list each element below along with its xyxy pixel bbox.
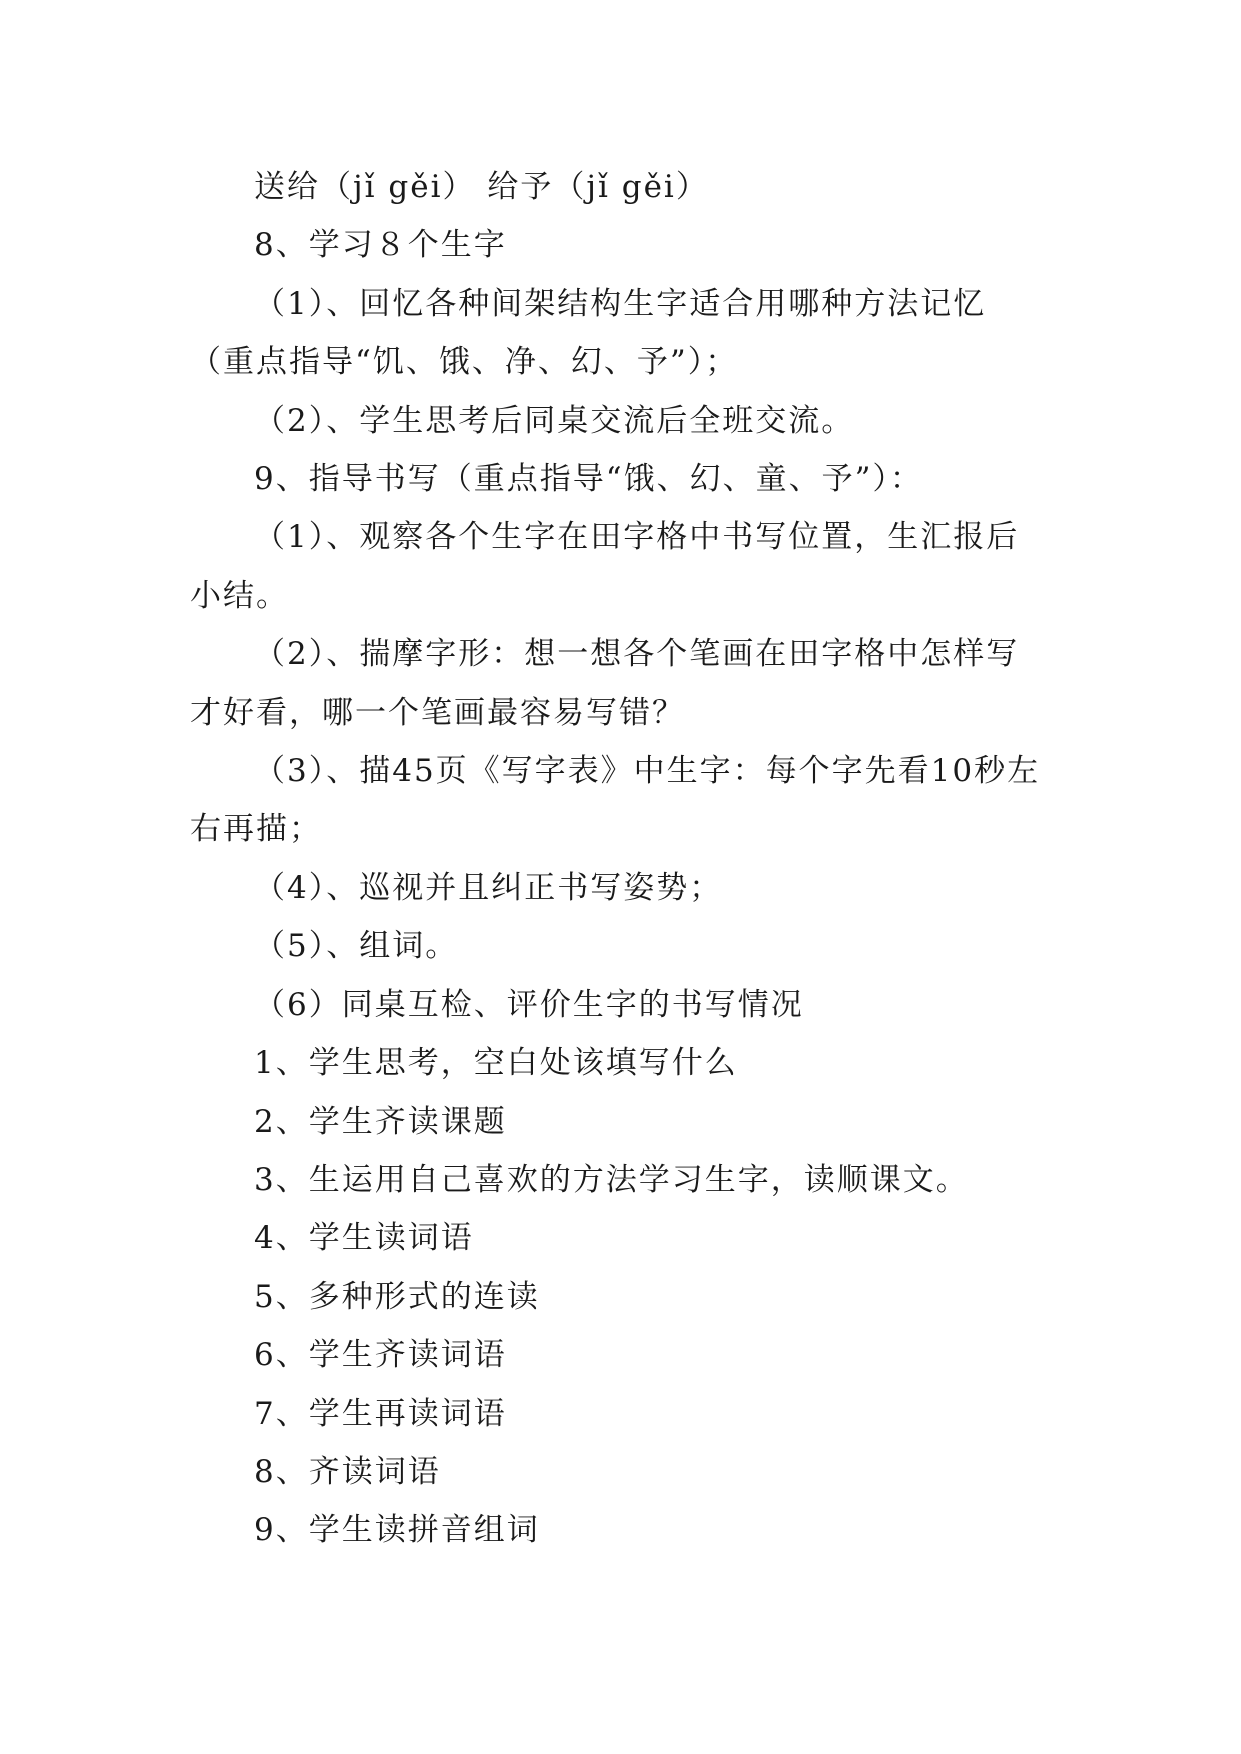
paragraph-step-9-1: （1）、观察各个生字在田字格中书写位置，生汇报后小结。 <box>190 519 1020 614</box>
paragraph-student-1: 1、学生思考，空白处该填写什么 <box>254 1045 738 1082</box>
paragraph-step-8: 8、学习８个生字 <box>254 227 507 264</box>
paragraph-student-9: 9、学生读拼音组词 <box>254 1512 540 1549</box>
paragraph-student-3: 3、生运用自己喜欢的方法学习生字，读顺课文。 <box>254 1161 969 1198</box>
paragraph-step-8-1: （1）、回忆各种间架结构生字适合用哪种方法记忆（重点指导“饥、饿、净、幻、予”）； <box>190 285 987 381</box>
paragraph-step-9-2: （2）、揣摩字形：想一想各个笔画在田字格中怎样写才好看，哪一个笔画最容易写错？ <box>190 636 1020 731</box>
paragraph-student-4: 4、学生读词语 <box>254 1220 474 1257</box>
paragraph-step-9-5: （5）、组词。 <box>254 928 459 965</box>
paragraph-student-2: 2、学生齐读课题 <box>254 1103 507 1140</box>
paragraph-step-9-3: （3）、描45页《写字表》中生字：每个字先看10秒左右再描； <box>190 753 1041 848</box>
paragraph-step-9: 9、指导书写（重点指导“饿、幻、童、予”）： <box>254 461 923 498</box>
paragraph-student-7: 7、学生再读词语 <box>254 1395 507 1432</box>
document-body <box>190 158 1052 1560</box>
paragraph-student-6: 6、学生齐读词语 <box>254 1337 507 1374</box>
paragraph-pinyin-examples: 送给（jǐ gěi） 给予（jǐ gěi） <box>254 169 709 205</box>
paragraph-step-9-6: （6）同桌互检、评价生字的书写情况 <box>254 986 804 1023</box>
paragraph-student-8: 8、齐读词语 <box>254 1453 441 1490</box>
paragraph-student-5: 5、多种形式的连读 <box>254 1278 540 1315</box>
paragraph-step-8-2: （2）、学生思考后同桌交流后全班交流。 <box>254 402 855 439</box>
paragraph-step-9-4: （4）、巡视并且纠正书写姿势； <box>254 869 723 906</box>
